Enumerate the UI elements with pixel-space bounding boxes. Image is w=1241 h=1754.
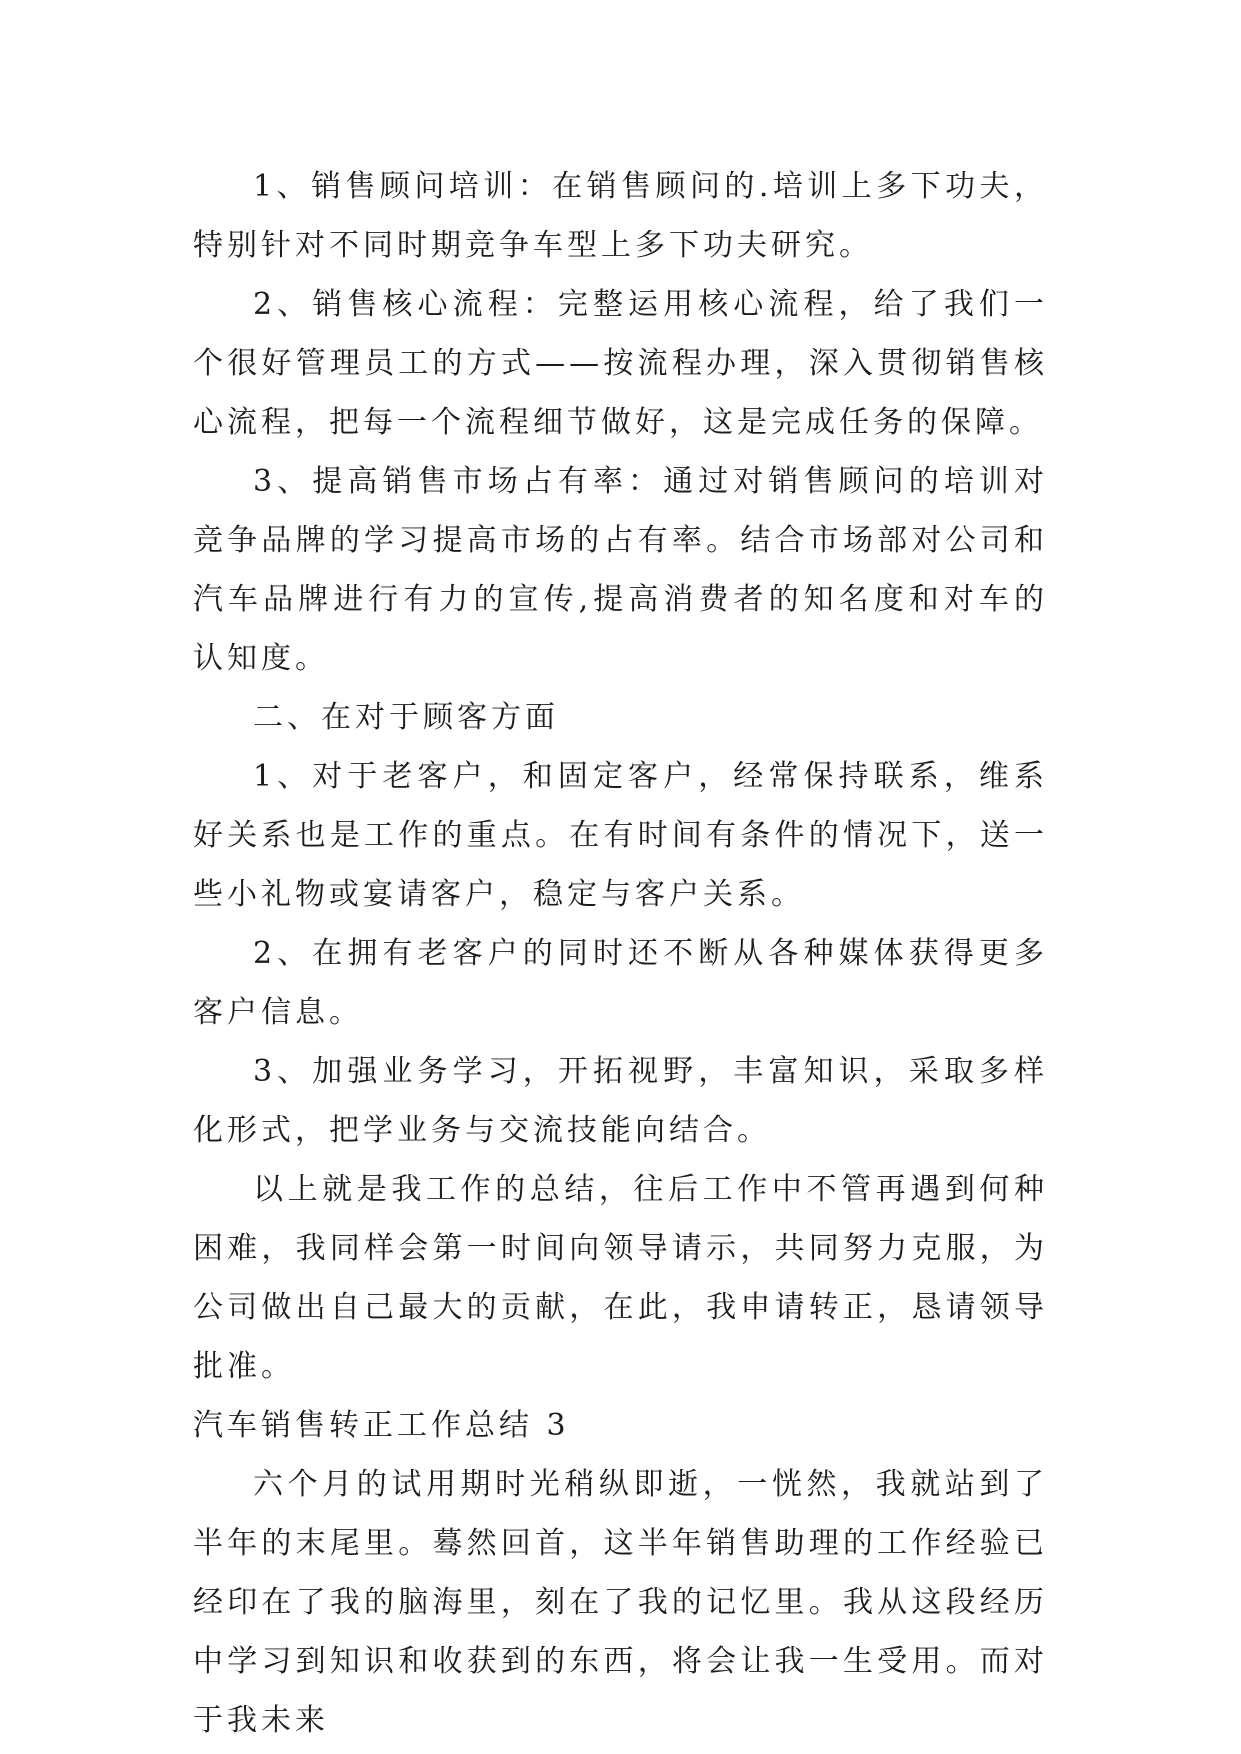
- document-body: [193, 157, 1048, 1750]
- paragraph-customer-info: 2、在拥有老客户的同时还不断从各种媒体获得更多客户信息。: [193, 936, 1048, 1030]
- section-heading-customers: 二、在对于顾客方面: [253, 700, 559, 735]
- paragraph-conclusion: 以上就是我工作的总结，往后工作中不管再遇到何种困难，我同样会第一时间向领导请示，共同努力克服，为公司做出自己最大的贡献，在此，我申请转正，恳请领导批准。: [193, 1172, 1048, 1384]
- paragraph-probation-summary: 六个月的试用期时光稍纵即逝，一恍然，我就站到了半年的末尾里。蓦然回首，这半年销售助理的工作经验已经印在了我的脑海里，刻在了我的记忆里。我从这段经历中学习到知识和收获到的东西，将会让我一生受用。而对于我未来: [193, 1467, 1048, 1738]
- paragraph-market-share: 3、提高销售市场占有率：通过对销售顾问的培训对竞争品牌的学习提高市场的占有率。结合市场部对公司和汽车品牌进行有力的宣传,提高消费者的知名度和对车的认知度。: [193, 464, 1048, 676]
- section-title: 汽车销售转正工作总结 3: [193, 1408, 570, 1443]
- paragraph-business-study: 3、加强业务学习，开拓视野，丰富知识，采取多样化形式，把学业务与交流技能向结合。: [193, 1054, 1048, 1148]
- paragraph-old-customers: 1、对于老客户，和固定客户，经常保持联系，维系好关系也是工作的重点。在有时间有条件的情况下，送一些小礼物或宴请客户，稳定与客户关系。: [193, 759, 1048, 912]
- paragraph-core-sales-process: 2、销售核心流程：完整运用核心流程，给了我们一个很好管理员工的方式——按流程办理，深入贯彻销售核心流程，把每一个流程细节做好，这是完成任务的保障。: [193, 287, 1048, 440]
- paragraph-sales-consultant-training: 1、销售顾问培训：在销售顾问的.培训上多下功夫，特别针对不同时期竞争车型上多下功夫研究。: [193, 169, 1048, 263]
